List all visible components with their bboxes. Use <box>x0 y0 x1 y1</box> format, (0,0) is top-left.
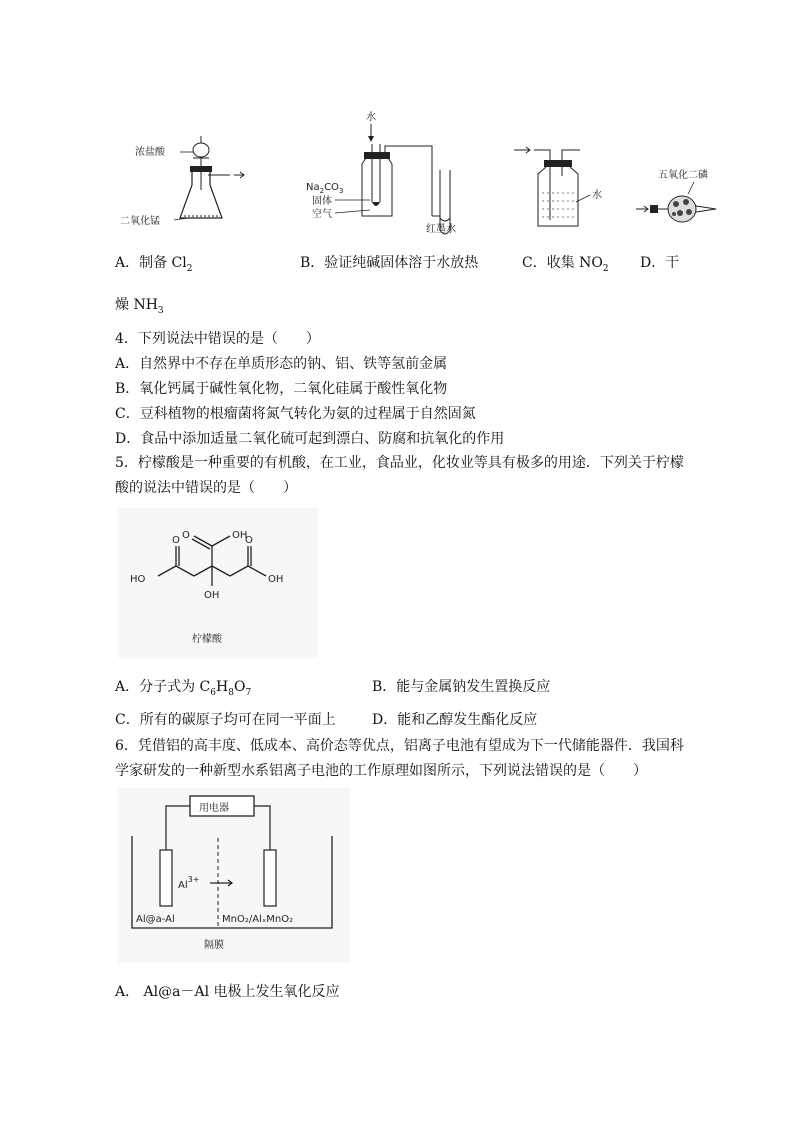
label-right-electrode: MnO₂/AlₓMnO₂ <box>222 914 294 925</box>
label-air: 空气 <box>312 209 332 220</box>
q3-option-c: C．收集 $NO_2$ <box>522 255 609 274</box>
label-al-ion: $Al^{3+}$ <box>178 875 200 891</box>
q5-option-d: D．能和乙醇发生酯化反应 <box>372 712 538 728</box>
q4-option-b: B．氧化钙属于碱性氧化物，二氧化硅属于酸性氧化物 <box>115 381 448 397</box>
label-o-left: O <box>172 535 180 546</box>
label-solid: 固体 <box>312 196 332 207</box>
label-device: 用电器 <box>199 803 229 814</box>
q5-stem-line1: 5．柠檬酸是一种重要的有机酸，在工业，食品业，化妆业等具有极多的用途．下列关于柠檬 <box>115 455 684 471</box>
q3-option-b: B．验证纯碱固体溶于水放热 <box>300 255 479 271</box>
apparatus-a-figure <box>120 130 250 230</box>
label-o-top: O <box>182 530 190 541</box>
label-left-electrode: Al@a-Al <box>136 914 175 925</box>
q4-option-d: D．食品中添加适量二氧化硫可起到漂白、防腐和抗氧化的作用 <box>115 431 505 447</box>
label-oh-right: OH <box>268 574 284 585</box>
label-water-b: 水 <box>366 112 376 123</box>
apparatus-c-figure <box>510 138 620 238</box>
q3-option-d: D．干 <box>640 255 680 271</box>
q6-option-a: A． Al@a－Al 电极上发生氧化反应 <box>115 984 340 1000</box>
q4-option-a: A．自然界中不存在单质形态的钠、铝、铁等氢前金属 <box>115 356 448 372</box>
q6-stem-line1: 6．凭借铝的高丰度、低成本、高价态等优点，铝离子电池有望成为下一代储能器件．我国科 <box>115 738 684 754</box>
label-red-ink: 红墨水 <box>426 224 456 235</box>
label-ho-left: HO <box>130 574 146 585</box>
q5-option-a: A．分子式为 $C_6H_8O_7$ <box>115 679 252 698</box>
q5-option-b: B．能与金属钠发生置换反应 <box>372 679 551 695</box>
label-conc-hcl: 浓盐酸 <box>135 147 165 158</box>
q3-option-d-continued: 燥 $NH_3$ <box>115 297 164 316</box>
q5-option-c: C．所有的碳原子均可在同一平面上 <box>115 712 336 728</box>
battery-diagram <box>118 788 350 963</box>
q4-stem: 4．下列说法中错误的是（ ） <box>115 331 320 347</box>
label-water-c: 水 <box>592 190 602 201</box>
apparatus-b-figure <box>300 106 480 236</box>
label-oh-top: OH <box>232 530 248 541</box>
apparatus-d-figure <box>634 166 734 226</box>
q6-stem-line2: 学家研发的一种新型水系铝离子电池的工作原理如图所示，下列说法错误的是（ ） <box>115 763 647 779</box>
citric-acid-caption: 柠檬酸 <box>192 634 222 645</box>
label-oh-mid: OH <box>204 590 220 601</box>
q3-option-a: A．制备 $Cl_2$ <box>115 255 193 274</box>
label-mno2: 二氧化锰 <box>120 216 160 227</box>
label-membrane: 隔膜 <box>204 940 224 951</box>
citric-acid-structure <box>118 508 318 658</box>
label-na2co3: $Na_2CO_3$ <box>306 182 344 195</box>
q5-stem-line2: 酸的说法中错误的是（ ） <box>115 480 297 496</box>
label-o-right: O <box>245 535 253 546</box>
q4-option-c: C．豆科植物的根瘤菌将氮气转化为氨的过程属于自然固氮 <box>115 406 476 422</box>
label-p2o5: 五氧化二磷 <box>658 170 708 181</box>
